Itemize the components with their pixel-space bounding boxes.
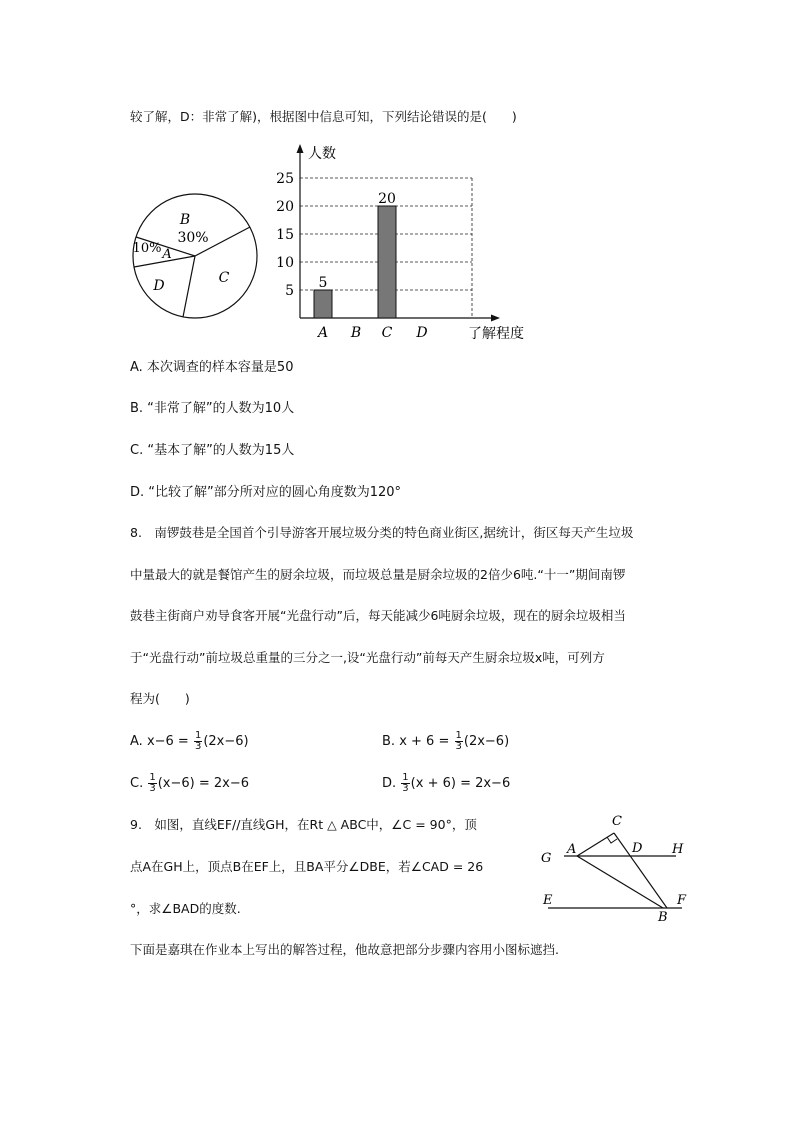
label-f: F (677, 893, 687, 908)
fraction: $\frac{1}{3}$ (149, 772, 156, 794)
q7-stem-tail: 较了解，D：非常了解)，根据图中信息可知，下列结论错误的是( ) (130, 109, 517, 124)
q9-line-2: 点A在GH上，顶点B在EF上，且BA平分∠DBE，若∠CAD = 26 (130, 859, 484, 874)
label-c: C (612, 814, 622, 829)
bar-A (314, 290, 332, 318)
y-tick-label: 15 (276, 227, 294, 243)
option-letter: C. (130, 776, 144, 791)
y-axis-arrow (297, 144, 304, 153)
q8-option-a (130, 731, 249, 752)
y-axis-label: 人数 (308, 146, 336, 162)
bar-ticks (276, 171, 294, 299)
label-e: E (543, 893, 553, 908)
label-h: H (672, 842, 684, 857)
pie-divider-c-d (183, 256, 195, 317)
pie-label-a: A (162, 247, 172, 262)
option-rhs: (x−6) = 2x−6 (157, 776, 250, 791)
bar-C (378, 206, 396, 318)
option-rhs: (2x−6) (463, 734, 510, 749)
bar-categories (316, 325, 428, 341)
segment-ab (577, 856, 663, 908)
data-label-C: 20 (378, 191, 396, 207)
pie-pct-b: 30% (177, 230, 209, 246)
data-label-A: 5 (318, 275, 328, 291)
q8-line-1: 8. 南锣鼓巷是全国首个引导游客开展垃圾分类的特色商业街区,据统计，街区每天产生垃圾 (130, 525, 634, 540)
q7-option-b: B. “非常了解”的人数为10人 (130, 401, 295, 416)
fraction: $\frac{1}{3}$ (402, 772, 409, 794)
segment-ac (577, 833, 614, 856)
x-tick-label: D (416, 325, 428, 341)
q8-line-3: 鼓巷主街商户劝导食客开展“光盘行动”后，每天能减少6吨厨余垃圾，现在的厨余垃圾相当 (130, 608, 626, 623)
fraction: $\frac{1}{3}$ (194, 730, 202, 752)
q8-option-c (130, 773, 249, 794)
x-axis-arrow (491, 315, 500, 322)
label-a: A (567, 842, 577, 857)
q8-line-4: 于“光盘行动”前垃圾总重量的三分之一,设“光盘行动”前每天产生厨余垃圾x吨，可列方 (130, 650, 605, 665)
q8-line-2: 中量最大的就是餐馆产生的厨余垃圾，而垃圾总量是厨余垃圾的2倍少6吨.“十一”期间南锣 (130, 567, 626, 582)
pie-chart (128, 190, 263, 322)
pie-label-c: C (218, 270, 230, 286)
y-tick-label: 5 (285, 283, 294, 299)
y-tick-label: 25 (276, 171, 294, 187)
q8-option-d (382, 773, 510, 794)
x-tick-label: B (350, 325, 362, 341)
x-axis-label: 了解程度 (468, 326, 524, 342)
right-angle-mark (607, 837, 617, 843)
option-lhs: x + 6 = (399, 734, 450, 749)
y-tick-label: 20 (276, 199, 294, 215)
y-tick-label: 10 (276, 255, 294, 271)
q9-line-1: 9. 如图，直线EF//直线GH，在Rt △ ABC中，∠C = 90°，顶 (130, 817, 477, 832)
bar-marks (314, 191, 396, 318)
pie-pct-a: 10% (132, 241, 162, 256)
q7-option-c: C. “基本了解”的人数为15人 (130, 443, 295, 458)
option-rhs: (x + 6) = 2x−6 (410, 776, 511, 791)
label-b: B (658, 910, 668, 924)
q9-note: 下面是嘉琪在作业本上写出的解答过程，他故意把部分步骤内容用小图标遮挡. (130, 942, 559, 957)
fraction: $\frac{1}{3}$ (455, 730, 462, 752)
option-letter: B. (382, 734, 396, 749)
option-letter: A. (130, 734, 143, 749)
q8-option-b (382, 731, 509, 752)
x-tick-label: A (317, 325, 329, 341)
option-letter: D. (382, 776, 397, 791)
bar-chart (270, 138, 540, 346)
q7-option-d: D. “比较了解”部分所对应的圆心角度数为120° (130, 485, 402, 500)
option-lhs: x−6 = (146, 734, 189, 749)
q8-line-5: 程为( ) (130, 691, 190, 706)
q7-option-a: A. 本次调查的样本容量是50 (130, 360, 294, 375)
x-tick-label: C (381, 325, 393, 341)
option-rhs: (2x−6) (203, 734, 249, 749)
label-g: G (541, 851, 552, 866)
geometry-figure (536, 808, 694, 924)
label-d: D (632, 841, 643, 856)
pie-label-b: B (179, 212, 191, 228)
pie-label-d: D (153, 278, 165, 294)
q9-line-3: °，求∠BAD的度数. (130, 901, 241, 916)
